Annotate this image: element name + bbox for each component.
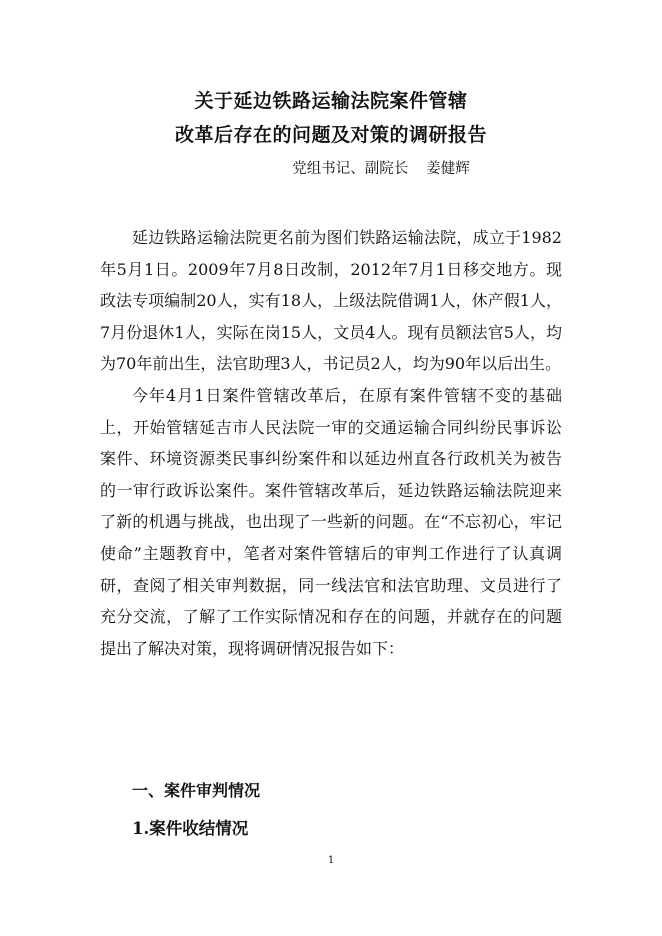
page-number: 1 xyxy=(327,855,335,866)
body-paragraph: 延边铁路运输法院更名前为图们铁路运输法院，成立于1982年5月1日。2009年7月8日改制，2012年7月1日移交地方。现政法专项编制20人，实有18人，上级法院借调1人，休产假1人，7月份退休1人，实际在岗15人，文员4人。现有员额法官5人，均为70年前出生，法官助理3人，书记员2人，均为90年以后出生。 xyxy=(100,228,562,374)
author-role: 党组书记、副院长 xyxy=(292,161,409,177)
author-name: 姜健辉 xyxy=(426,161,470,177)
author-byline xyxy=(0,157,662,178)
document-title-line-2: 改革后存在的问题及对策的调研报告 xyxy=(174,124,487,146)
section-heading: 一、案件审判情况 xyxy=(132,781,261,800)
body-paragraph: 今年4月1日案件管辖改革后，在原有案件管辖不变的基础上，开始管辖延吉市人民法院一审的交通运输合同纠纷民事诉讼案件、环境资源类民事纠纷案件和以延边州直各行政机关为被告的一审行政诉讼案件。案件管辖改革后，延边铁路运输法院迎来了新的机遇与挑战，也出现了一些新的问题。在“不忘初心，牢记使命”主题教育中，笔者对案件管辖后的审判工作进行了认真调研，查阅了相关审判数据，同一线法官和法官助理、文员进行了充分交流，了解了工作实际情况和存在的问题，并就存在的问题提出了解决对策，现将调研情况报告如下： xyxy=(100,385,562,658)
subsection-heading: 1.案件收结情况 xyxy=(132,819,249,838)
document-body xyxy=(100,222,562,664)
document-title-line-1: 关于延边铁路运输法院案件管辖 xyxy=(194,90,468,112)
